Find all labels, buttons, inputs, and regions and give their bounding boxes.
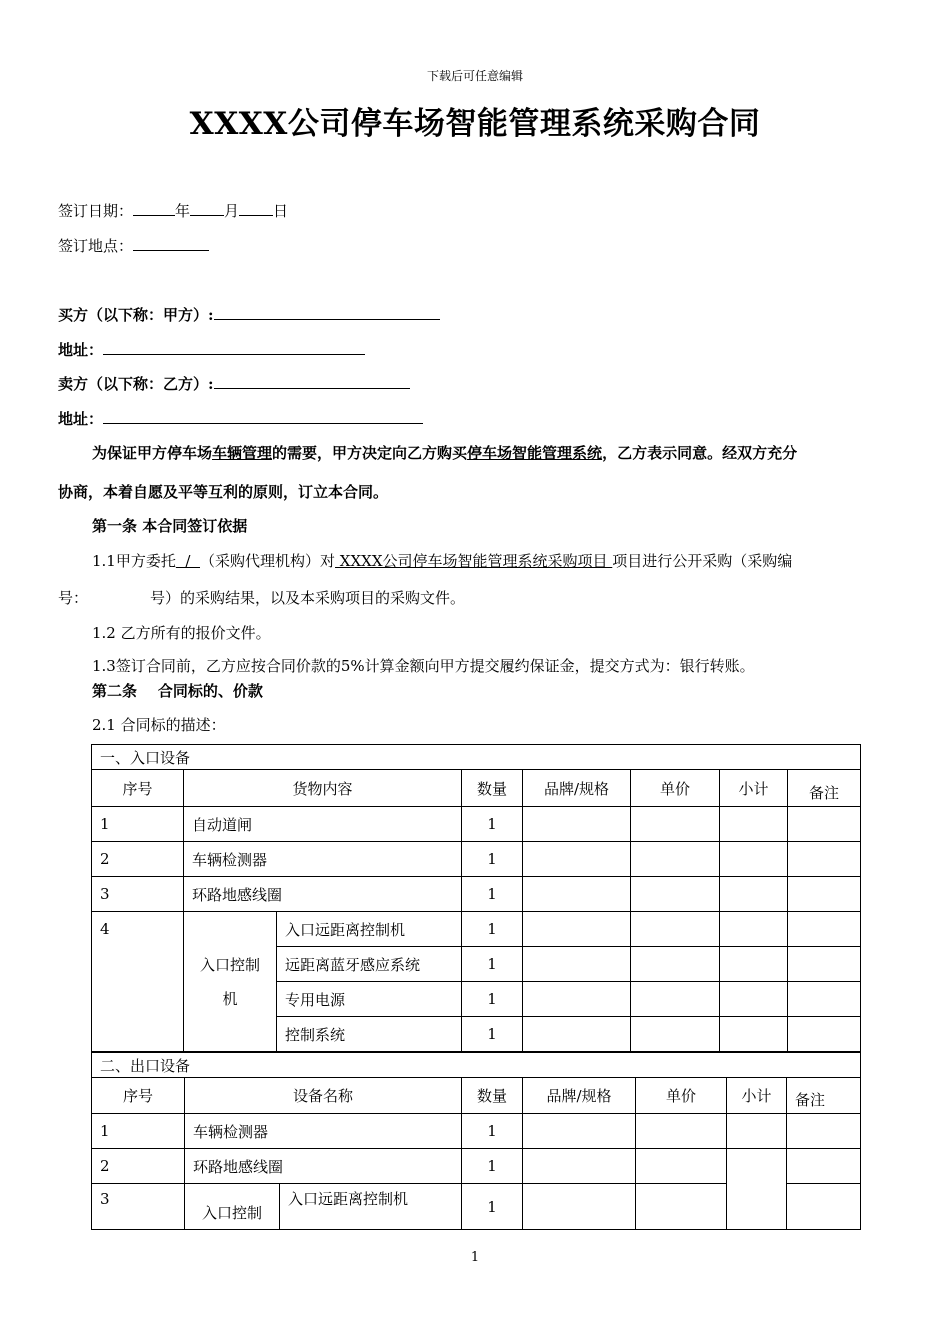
table-row	[92, 877, 861, 912]
table-row	[92, 842, 861, 877]
group-item-qty: 1	[462, 912, 523, 947]
sign-date-label: 签订日期：	[58, 202, 134, 220]
article2-heading: 第二条 合同标的、价款	[92, 682, 263, 700]
row-no: 2	[92, 842, 184, 877]
buyer-line	[58, 304, 440, 325]
header-price: 单价	[631, 770, 720, 807]
group-name: 入口控制	[185, 1184, 280, 1230]
intro-text-2: 车辆管理	[212, 444, 273, 462]
row-qty: 1	[462, 1114, 523, 1149]
header-qty: 数量	[462, 770, 523, 807]
clause-1-1-project: XXXX公司停车场智能管理系统采购项目	[335, 552, 613, 570]
clause-1-1-line-2	[58, 587, 465, 608]
entry-section-title: 一、入口设备	[92, 745, 861, 770]
buyer-label: 买方（以下称：甲方）:	[58, 306, 214, 324]
sign-place-label: 签订地点：	[58, 237, 134, 255]
table-row	[92, 912, 861, 947]
header-remark: 备注	[788, 770, 861, 807]
clause-1-1-line2-b: 号）的采购结果，以及本采购项目的采购文件。	[150, 589, 466, 607]
header-note: 下载后可任意编辑	[426, 69, 523, 83]
group-no: 3	[92, 1184, 185, 1230]
entry-header-row	[92, 770, 861, 807]
sign-date-line	[58, 200, 288, 221]
group-name-line2: 机	[222, 989, 238, 1008]
row-name: 车辆检测器	[185, 1114, 462, 1149]
group-item-qty: 1	[462, 1184, 523, 1230]
group-item-name: 入口远距离控制机	[277, 912, 462, 947]
intro-text-5: ，乙方表示同意。经双方充分	[602, 444, 798, 462]
clause-1-3: 1.3签订合同前，乙方应按合同价款的5%计算金额向甲方提交履约保证金，提交方式为：银行转账。	[92, 657, 755, 675]
group-item-qty: 1	[462, 1017, 523, 1052]
intro-paragraph	[92, 442, 797, 463]
clause-1-1-line2-a: 号：	[58, 589, 89, 607]
clause-2-1: 2.1 合同标的描述：	[92, 716, 226, 734]
row-qty: 1	[462, 877, 523, 912]
header-remark: 备注	[787, 1078, 861, 1114]
document-title: XXXX公司停车场智能管理系统采购合同	[189, 106, 761, 142]
header-qty: 数量	[462, 1078, 523, 1114]
row-no: 3	[92, 877, 184, 912]
row-qty: 1	[462, 1149, 523, 1184]
year-label: 年	[175, 202, 191, 220]
clause-1-1-agency-blank: /	[175, 552, 200, 570]
row-no: 1	[92, 807, 184, 842]
group-no: 4	[92, 912, 184, 1052]
day-label: 日	[273, 202, 289, 220]
row-name: 自动道闸	[184, 807, 462, 842]
article1-heading: 第一条 本合同签订依据	[92, 517, 248, 535]
group-item-name: 入口远距离控制机	[280, 1184, 462, 1230]
clause-1-1-text-e: 项目进行公开采购（采购编	[612, 552, 793, 570]
clause-1-2: 1.2 乙方所有的报价文件。	[92, 624, 271, 642]
buyer-address-line	[58, 339, 365, 360]
exit-header-row	[92, 1078, 861, 1114]
seller-line	[58, 373, 410, 394]
exit-section-row	[92, 1053, 861, 1078]
header-subtotal: 小计	[727, 1078, 787, 1114]
sign-place-line	[58, 235, 209, 256]
row-name: 环路地感线圈	[184, 877, 462, 912]
seller-address-label: 地址：	[58, 410, 104, 428]
group-name-line1: 入口控制	[199, 955, 260, 974]
clause-1-1	[92, 550, 792, 571]
group-item-qty: 1	[462, 947, 523, 982]
header-brand: 品牌/规格	[523, 1078, 636, 1114]
header-content: 设备名称	[185, 1078, 462, 1114]
row-no: 1	[92, 1114, 185, 1149]
page-number: 1	[470, 1250, 480, 1265]
entry-section-row	[92, 745, 861, 770]
intro-text-1: 为保证甲方停车场	[92, 444, 213, 462]
header-no: 序号	[92, 1078, 185, 1114]
header-brand: 品牌/规格	[523, 770, 631, 807]
row-name: 车辆检测器	[184, 842, 462, 877]
intro-text-3: 的需要，甲方决定向乙方购买	[272, 444, 468, 462]
buyer-address-label: 地址：	[58, 341, 104, 359]
group-name	[184, 912, 277, 1052]
header-content: 货物内容	[184, 770, 462, 807]
seller-label: 卖方（以下称：乙方）:	[58, 375, 214, 393]
month-label: 月	[224, 202, 240, 220]
exit-section-title: 二、出口设备	[92, 1053, 861, 1078]
row-no: 2	[92, 1149, 185, 1184]
header-subtotal: 小计	[720, 770, 788, 807]
group-item-name: 控制系统	[277, 1017, 462, 1052]
group-item-qty: 1	[462, 982, 523, 1017]
intro-line-2: 协商，本着自愿及平等互利的原则，订立本合同。	[58, 483, 389, 501]
row-qty: 1	[462, 807, 523, 842]
table-row	[92, 1149, 861, 1184]
group-item-name: 远距离蓝牙感应系统	[277, 947, 462, 982]
row-name: 环路地感线圈	[185, 1149, 462, 1184]
intro-text-4: 停车场智能管理系统	[467, 444, 603, 462]
exit-equipment-table	[91, 1052, 861, 1230]
seller-address-line	[58, 408, 423, 429]
clause-1-1-text-a: 1.1甲方委托	[92, 552, 176, 570]
row-qty: 1	[462, 842, 523, 877]
table-row	[92, 1114, 861, 1149]
group-item-name: 专用电源	[277, 982, 462, 1017]
header-price: 单价	[636, 1078, 727, 1114]
entry-equipment-table	[91, 744, 861, 1052]
clause-1-1-text-c: （采购代理机构）对	[200, 552, 336, 570]
table-row	[92, 807, 861, 842]
header-no: 序号	[92, 770, 184, 807]
